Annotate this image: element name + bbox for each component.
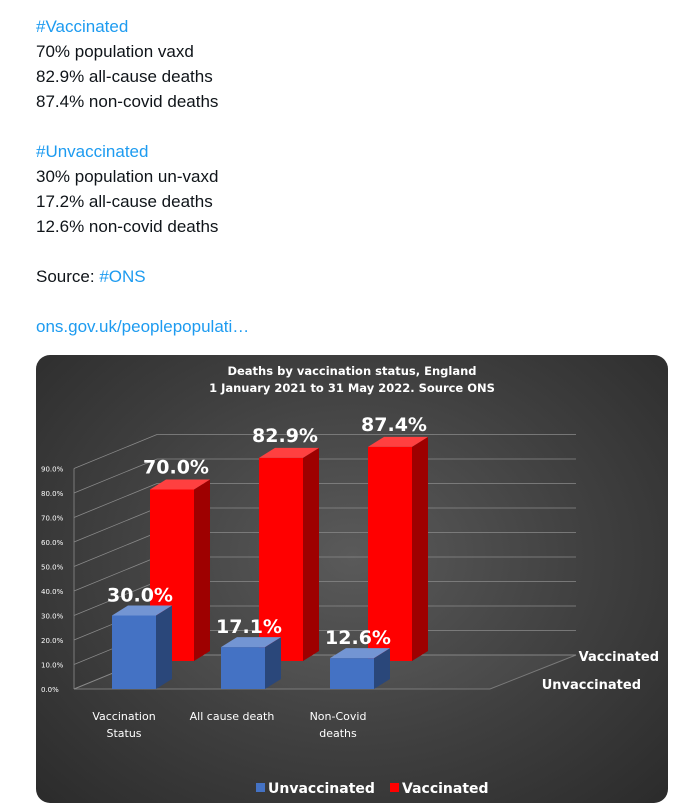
y-tick-label: 60.0% [41,539,64,547]
bar-unvaccinated [330,648,390,689]
vaccinated-line-1: 70% population vaxd [36,42,194,61]
ons-link[interactable]: ons.gov.uk/peoplepopulati… [36,317,250,336]
y-tick-label: 70.0% [41,514,64,523]
legend-label: Vaccinated [402,781,489,797]
ons-hashtag[interactable]: #ONS [99,267,146,286]
y-tick-label: 10.0% [41,661,64,670]
y-tick-label: 80.0% [41,490,64,498]
category-label: Vaccination [92,710,156,723]
data-label-unvaccinated: 17.1% [216,616,282,639]
category-label: All cause death [189,710,275,723]
vaccinated-line-3: 87.4% non-covid deaths [36,92,219,111]
series-name-unvaccinated: Unvaccinated [541,678,641,693]
chart-svg [36,355,668,803]
gridline-diagonal [74,533,157,567]
bar-unvaccinated [221,637,281,689]
gridline-diagonal [74,484,157,518]
bar-unvaccinated [112,606,172,690]
y-tick-label: 50.0% [41,563,64,572]
category-label: deaths [319,727,357,740]
category-label: Non-Covid [309,710,367,723]
gridline-diagonal [74,508,157,542]
y-tick-label: 30.0% [41,612,64,621]
data-label-unvaccinated: 12.6% [325,627,391,650]
y-tick-label: 40.0% [41,588,64,596]
source-line [36,264,676,289]
category-label: Status [106,727,142,740]
tweet-text [36,14,676,339]
unvaccinated-line-1: 30% population un-vaxd [36,167,219,186]
data-label-vaccinated: 70.0% [143,456,209,479]
unvaccinated-line-3: 12.6% non-covid deaths [36,217,219,236]
chart-title-line: 1 January 2021 to 31 May 2022. Source ONS [209,381,495,395]
data-label-unvaccinated: 30.0% [107,584,173,607]
legend-label: Unvaccinated [268,781,375,797]
chart-image[interactable] [36,355,668,803]
unvaccinated-line-2: 17.2% all-cause deaths [36,192,213,211]
data-label-vaccinated: 82.9% [252,424,318,447]
series-name-vaccinated: Vaccinated [578,650,659,665]
y-tick-label: 20.0% [41,637,64,645]
unvaccinated-hashtag[interactable]: #Unvaccinated [36,142,149,161]
vaccinated-line-2: 82.9% all-cause deaths [36,67,213,86]
legend-swatch [256,783,265,792]
vaccinated-hashtag[interactable]: #Vaccinated [36,17,129,36]
source-label: Source: [36,267,100,286]
y-tick-label: 90.0% [41,465,64,474]
chart-title-line: Deaths by vaccination status, England [227,364,477,378]
y-tick-label: 0.0% [41,686,59,694]
data-label-vaccinated: 87.4% [361,413,427,436]
legend-swatch [390,783,399,792]
